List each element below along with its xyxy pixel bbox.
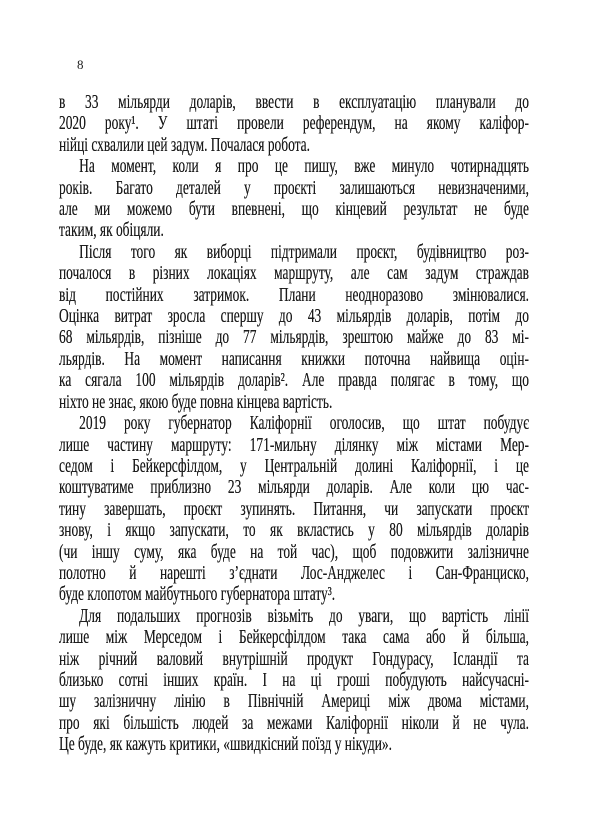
text-line: шу залізничну лінію в Північній Америці між двома містами,	[59, 690, 529, 713]
text-line: про які більшість людей за межами Каліфорнії ніколи й не чула.	[59, 711, 529, 734]
paragraph	[59, 413, 529, 606]
text-line: (чи іншу суму, яка буде на той час), щоб подовжити залізничне	[59, 540, 529, 563]
text-line: Для подальших прогнозів візьміть до уваги, що вартість лінії	[79, 604, 529, 627]
paragraph	[59, 156, 529, 242]
text-line: почалося в різних локаціях маршруту, але сам задум страждав	[59, 262, 529, 285]
paragraph	[59, 92, 529, 156]
text-line: льярдів. На момент написання книжки поточна найвища оцін-	[59, 347, 529, 370]
text-line: На момент, коли я про це пишу, вже минуло чотирнадцять	[79, 155, 529, 178]
text-line: ніхто не знає, якою буде повна кінцева вартість.	[59, 390, 333, 413]
text-line: ніж річний валовий внутрішній продукт Гондурасу, Ісландії та	[59, 647, 529, 670]
paragraph	[59, 242, 529, 413]
text-line: але ми можемо бути впевнені, що кінцевий результат не буде	[59, 198, 529, 221]
text-line: Оцінка витрат зросла спершу до 43 мільярдів доларів, потім до	[59, 305, 529, 328]
text-line: років. Багато деталей у проєкті залишаються невизначеними,	[59, 176, 529, 199]
text-line: Після того як виборці підтримали проєкт, будівництво роз-	[79, 240, 529, 263]
text-line: ка сягала 100 мільярдів доларів². Але правда полягає в тому, що	[59, 369, 529, 392]
paragraph	[59, 606, 529, 756]
text-line: таким, як обіцяли.	[59, 219, 164, 242]
text-line: седом і Бейкерсфілдом, у Центральній долині Каліфорнії, і це	[59, 454, 529, 477]
text-line: Це буде, як кажуть критики, «швидкісний поїзд у нікуди».	[59, 733, 392, 756]
page-number: 8	[77, 57, 84, 72]
text-line: нійці схвалили цей задум. Почалася робота.	[59, 133, 310, 156]
text-line: близько сотні інших країн. І на ці гроші побудують найсучасні-	[59, 668, 529, 691]
text-line: 68 мільярдів, пізніше до 77 мільярдів, зрештою майже до 83 мі-	[59, 326, 529, 349]
text-line: лише частину маршруту: 171-мильну ділянку між містами Мер-	[59, 433, 529, 456]
text-line: в 33 мільярди доларів, ввести в експлуатацію планували до	[59, 91, 529, 113]
text-line: полотно й нарешті з’єднати Лос-Анджелес і Сан-Франциско,	[59, 561, 529, 584]
text-line: тину завершать, проєкт зупинять. Питання, чи запускати проєкт	[59, 497, 529, 520]
text-line: 2020 року¹. У штаті провели референдум, на якому каліфор-	[59, 112, 529, 135]
text-line: лише між Мерседом і Бейкерсфілдом така сама або й більша,	[59, 626, 529, 649]
text-line: коштуватиме приблизно 23 мільярди доларів. Але коли цю час-	[59, 476, 529, 499]
text-line: буде клопотом майбутнього губернатора штату³.	[59, 583, 336, 606]
text-line: 2019 року губернатор Каліфорнії оголосив, що штат побудує	[79, 412, 529, 435]
text-line: від постійних затримок. Плани неодноразово змінювалися.	[59, 283, 529, 306]
body-text	[59, 92, 529, 756]
text-line: знову, і якщо запускати, то як вкластись у 80 мільярдів доларів	[59, 519, 529, 542]
